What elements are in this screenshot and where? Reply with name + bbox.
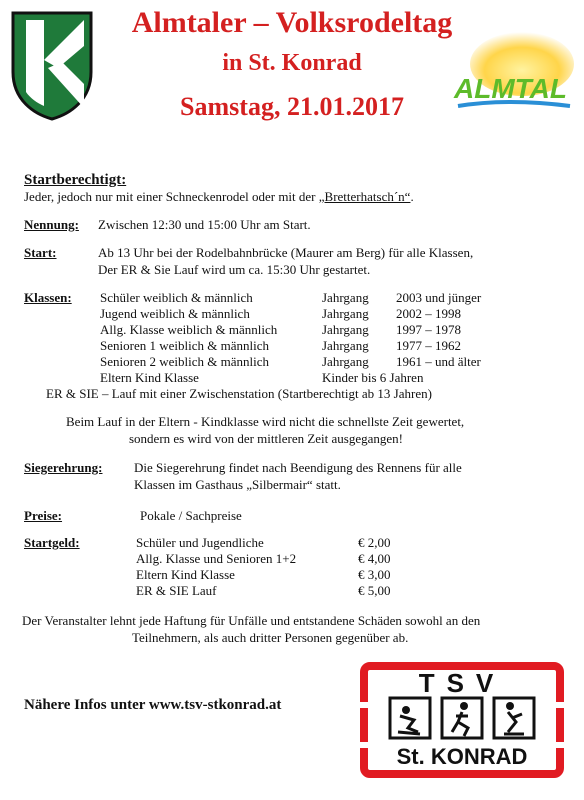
- tsv-logo: [360, 662, 564, 778]
- start-line-1: Ab 13 Uhr bei der Rodelbahnbrücke (Maurer am Berg) für alle Klassen,: [98, 245, 474, 260]
- klassen-row: Schüler weiblich & männlich: [100, 290, 253, 305]
- startgeld-price: € 4,00: [358, 551, 391, 566]
- eltern-rule-line-1: Beim Lauf in der Eltern - Kindklasse wird nicht die schnellste Zeit gewertet,: [66, 414, 465, 429]
- klassen-jahrgang: Jahrgang: [322, 306, 369, 321]
- startgeld-price: € 3,00: [358, 567, 391, 582]
- disclaimer-line-2: Teilnehmern, als auch dritter Personen gegenüber ab.: [132, 630, 409, 645]
- startgeld-price: € 5,00: [358, 583, 391, 598]
- klassen-jahrgang: Jahrgang: [322, 322, 369, 337]
- start-line-2: Der ER & Sie Lauf wird um ca. 15:30 Uhr gestartet.: [98, 262, 371, 277]
- almtal-logo-text: ALMTAL: [454, 73, 567, 104]
- klassen-row: Senioren 1 weiblich & männlich: [100, 338, 269, 353]
- startgeld-row: ER & SIE Lauf: [136, 583, 217, 598]
- tsv-logo-bottom-text: St. KONRAD: [396, 744, 528, 769]
- startgeld-row: Eltern Kind Klasse: [136, 567, 235, 582]
- klassen-label: Klassen:: [24, 290, 72, 305]
- runner-icon: [442, 698, 482, 738]
- klassen-row: Allg. Klasse weiblich & männlich: [100, 322, 278, 337]
- klassen-row: Jugend weiblich & männlich: [100, 306, 250, 321]
- nennung-text: Zwischen 12:30 und 15:00 Uhr am Start.: [98, 217, 311, 232]
- klassen-years: 2003 und jünger: [396, 290, 482, 305]
- klassen-years: 2002 – 1998: [396, 306, 461, 321]
- nennung-label: Nennung:: [24, 217, 79, 232]
- eltern-rule-line-2: sondern es wird von der mittleren Zeit ausgegangen!: [129, 431, 403, 446]
- klassen-years: 1997 – 1978: [396, 322, 461, 337]
- sledder-icon: [494, 698, 534, 738]
- er-sie-lauf: ER & SIE – Lauf mit einer Zwischenstation (Startberechtigt ab 13 Jahren): [46, 386, 432, 401]
- title-line-3: Samstag, 21.01.2017: [180, 92, 404, 121]
- siegerehrung-label: Siegerehrung:: [24, 460, 103, 475]
- startgeld-label: Startgeld:: [24, 535, 80, 550]
- more-info-text: Nähere Infos unter www.tsv-stkonrad.at: [24, 697, 282, 713]
- klassen-jahrgang: Jahrgang: [322, 338, 369, 353]
- siegerehrung-line-2: Klassen im Gasthaus „Silbermair“ statt.: [134, 477, 341, 492]
- klassen-years: 1977 – 1962: [396, 338, 461, 353]
- startberechtigt-label: Startberechtigt:: [24, 172, 127, 188]
- preise-label: Preise:: [24, 508, 63, 523]
- klassen-jahrgang: Jahrgang: [322, 354, 369, 369]
- startgeld-row: Schüler und Jugendliche: [136, 535, 264, 550]
- klassen-row: Senioren 2 weiblich & männlich: [100, 354, 269, 369]
- title-line-2: in St. Konrad: [222, 50, 362, 76]
- eltern-kind-klasse: Eltern Kind Klasse: [100, 370, 199, 385]
- preise-text: Pokale / Sachpreise: [140, 508, 242, 523]
- startgeld-price: € 2,00: [358, 535, 391, 550]
- startberechtigt-text: Jeder, jedoch nur mit einer Schneckenrodel oder mit der „Bretterhatsch´n“.: [24, 189, 414, 204]
- startgeld-row: Allg. Klasse und Senioren 1+2: [136, 551, 297, 566]
- klassen-jahrgang: Jahrgang: [322, 290, 369, 305]
- tsv-logo-top-text: TSV: [418, 668, 506, 698]
- siegerehrung-line-1: Die Siegerehrung findet nach Beendigung des Rennens für alle: [134, 460, 462, 475]
- start-label: Start:: [24, 245, 57, 260]
- klassen-years: 1961 – und älter: [396, 354, 481, 369]
- title-line-1: Almtaler – Volksrodeltag: [131, 6, 453, 39]
- disclaimer-line-1: Der Veranstalter lehnt jede Haftung für Unfälle und entstandene Schäden sowohl an den: [22, 613, 481, 628]
- eltern-kind-note: Kinder bis 6 Jahren: [322, 370, 424, 385]
- skier-icon: [390, 698, 430, 738]
- bretterhatschn-term: „Bretterhatsch´n“: [318, 189, 411, 204]
